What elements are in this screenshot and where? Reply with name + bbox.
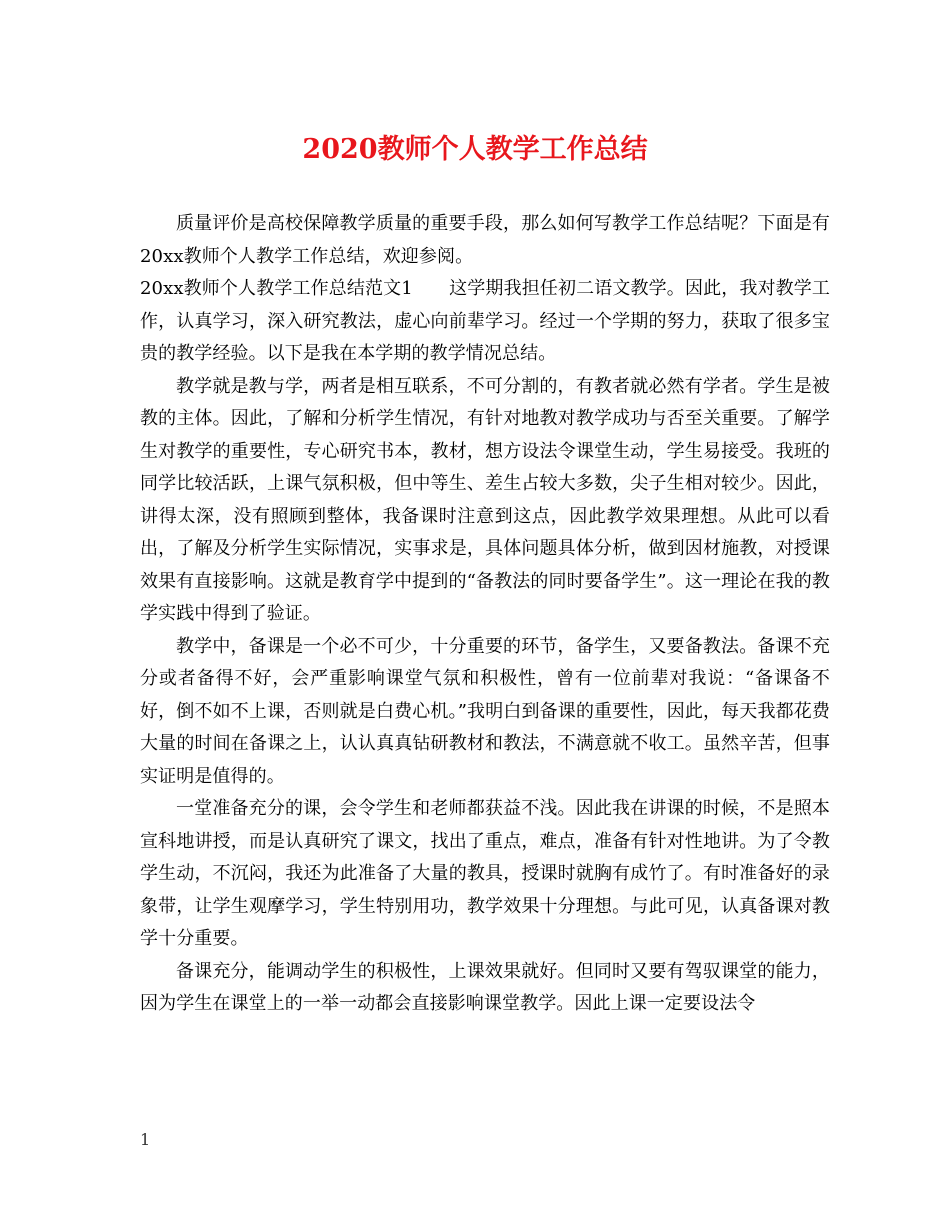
paragraph-lesson-prep: 教学中，备课是一个必不可少，十分重要的环节，备学生，又要备教法。备课不充分或者备得不好，会严重影响课堂气氛和积极性，曾有一位前辈对我说：“备课备不好，倒不如不上课，否则就是白费心机。”我明白到备课的重要性，因此，每天我都花费大量的时间在备课之上，认认真真钻研教材和教法，不满意就不收工。虽然辛苦，但事实证明是值得的。 [140,635,830,787]
document-title: 2020教师个人教学工作总结 [302,134,648,165]
page-number: 1 [140,1130,151,1149]
paragraph-classroom-control: 备课充分，能调动学生的积极性，上课效果就好。但同时又要有驾驭课堂的能力，因为学生在课堂上的一举一动都会直接影响课堂教学。因此上课一定要设法令 [140,960,830,1014]
paragraph-intro: 质量评价是高校保障教学质量的重要手段，那么如何写教学工作总结呢？下面是有20xx教师个人教学工作总结，欢迎参阅。 [140,213,830,267]
document-body [140,208,830,1021]
paragraph-know-students: 教学就是教与学，两者是相互联系，不可分割的，有教者就必然有学者。学生是被教的主体。因此，了解和分析学生情况，有针对地教对教学成功与否至关重要。了解学生对教学的重要性，专心研究书本，教材，想方设法令课堂生动，学生易接受。我班的同学比较活跃，上课气氛积极，但中等生、差生占较大多数，尖子生相对较少。因此，讲得太深，没有照顾到整体，我备课时注意到这点，因此教学效果理想。从此可以看出，了解及分析学生实际情况，实事求是，具体问题具体分析，做到因材施教，对授课效果有直接影响。这就是教育学中提到的“备教法的同时要备学生”。这一理论在我的教学实践中得到了验证。 [140,375,830,624]
paragraph-prepared-class: 一堂准备充分的课，会令学生和老师都获益不浅。因此我在讲课的时候，不是照本宣科地讲授，而是认真研究了课文，找出了重点，难点，准备有针对性地讲。为了令教学生动，不沉闷，我还为此准备了大量的教具，授课时就胸有成竹了。有时准备好的录象带，让学生观摩学习，学生特别用功，教学效果十分理想。与此可见，认真备课对教学十分重要。 [140,798,830,949]
paragraph-sample-1: 20xx教师个人教学工作总结范文1 这学期我担任初二语文教学。因此，我对教学工作，认真学习，深入研究教法，虚心向前辈学习。经过一个学期的努力，获取了很多宝贵的教学经验。以下是我在本学期的教学情况总结。 [140,278,830,364]
